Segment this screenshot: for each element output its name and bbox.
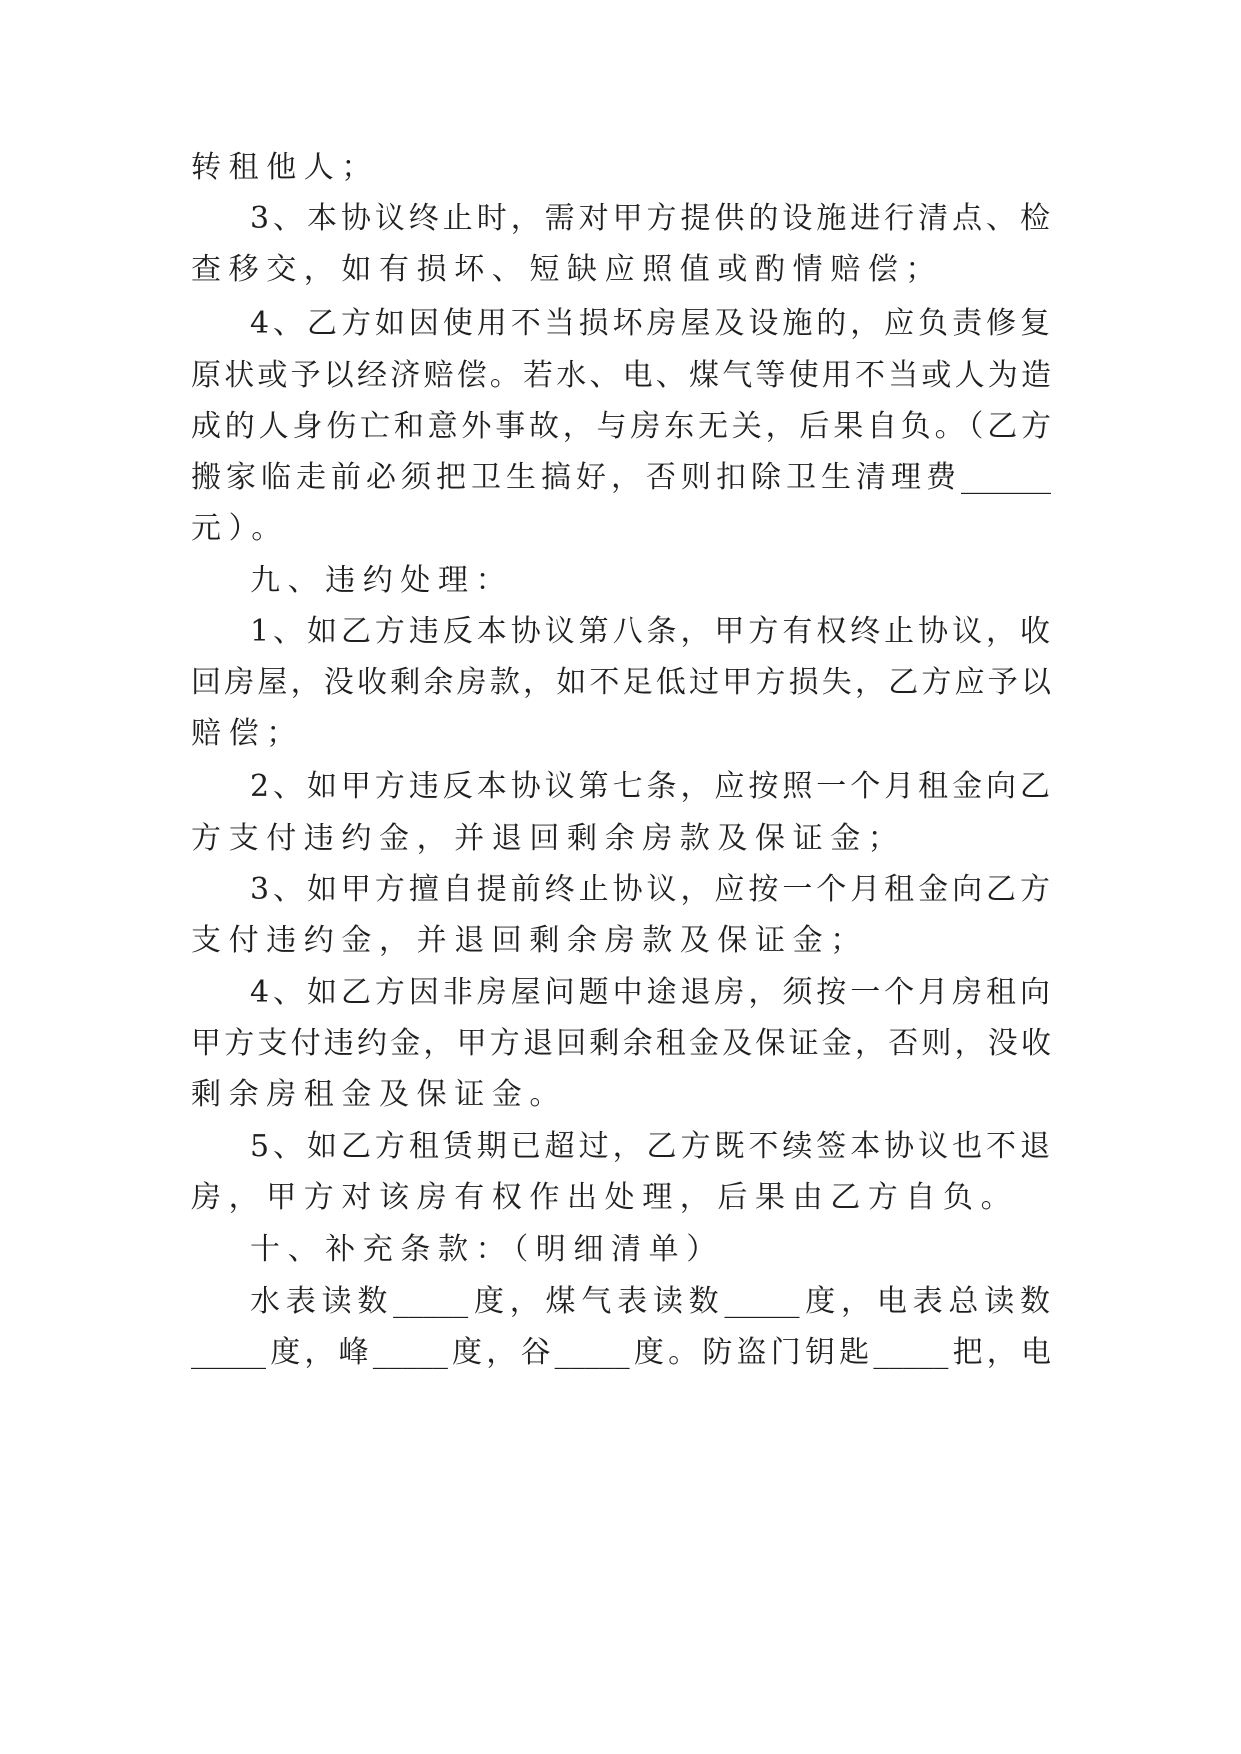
breach-3-line-2: 支付违约金，并退回剩余房款及保证金；	[191, 923, 868, 958]
breach-3-line-1: 3、如甲方擅自提前终止协议，应按一个月租金向乙方	[250, 872, 1050, 907]
breach-1-line-3: 赔偿；	[191, 716, 304, 751]
breach-5-line-1: 5、如乙方租赁期已超过，乙方既不续签本协议也不退	[250, 1129, 1050, 1164]
clause-4-line-4: 搬家临走前必须把卫生搞好，否则扣除卫生清理费______	[191, 460, 1051, 495]
breach-4-line-1: 4、如乙方因非房屋问题中途退房，须按一个月房租向	[250, 975, 1050, 1010]
clause-4-line-5: 元）。	[191, 511, 289, 546]
breach-1-line-1: 1、如乙方违反本协议第八条，甲方有权终止协议，收	[250, 614, 1050, 649]
breach-2-line-2: 方支付违约金，并退回剩余房款及保证金；	[191, 821, 906, 856]
meter-readings-line-1: 水表读数_____度，煤气表读数_____度，电表总读数	[250, 1284, 1050, 1319]
breach-5-line-2: 房，甲方对该房有权作出处理，后果由乙方自负。	[191, 1180, 1019, 1215]
breach-4-line-2: 甲方支付违约金，甲方退回剩余租金及保证金，否则，没收	[191, 1026, 1051, 1061]
section-10-heading: 十、补充条款：（明细清单）	[250, 1232, 724, 1267]
breach-1-line-2: 回房屋，没收剩余房款，如不足低过甲方损失，乙方应予以	[191, 665, 1051, 700]
clause-3-line-1: 3、本协议终止时，需对甲方提供的设施进行清点、检	[250, 201, 1050, 236]
clause-4-line-1: 4、乙方如因使用不当损坏房屋及设施的，应负责修复	[250, 306, 1050, 341]
section-9-heading: 九、违约处理：	[250, 563, 514, 598]
text-line: 转租他人；	[191, 150, 379, 185]
clause-4-line-2: 原状或予以经济赔偿。若水、电、煤气等使用不当或人为造	[191, 358, 1051, 393]
breach-4-line-3: 剩余房租金及保证金。	[191, 1077, 567, 1112]
breach-2-line-1: 2、如甲方违反本协议第七条，应按照一个月租金向乙	[250, 769, 1050, 804]
clause-4-line-3: 成的人身伤亡和意外事故，与房东无关，后果自负。（乙方	[191, 409, 1051, 444]
meter-readings-line-2: _____度，峰_____度，谷_____度。防盗门钥匙_____把，电	[191, 1335, 1051, 1370]
clause-3-line-2: 查移交，如有损坏、短缺应照值或酌情赔偿；	[191, 252, 943, 287]
